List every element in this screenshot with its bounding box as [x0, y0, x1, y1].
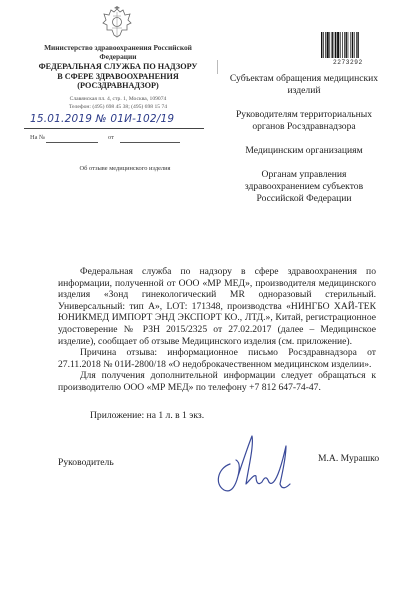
- body-paragraph: Федеральная служба по надзору в сфере здравоохранения по информации, полученной от ООО «МР МЕД», производителя медицинского изделия «Зонд гинекологический MR одноразовый стерильный. Универсальный: тип А», LOT: 171348, производства «НИНГБО ХАЙ-ТЕК ЮНИКМЕД ИМПОРТ ЭНД ЭКСПОРТ КО., ЛТД.», Китай, регистрационное удостоверение № РЗН 2015/2325 от 27.02.2017 (далее – Медицинское изделие), сообщает об отзыве Медицинского изделия (см. приложение).: [58, 266, 376, 347]
- recipient: Медицинским организациям: [245, 145, 363, 156]
- phone-line: Телефон: (495) 698 45 38; (495) 698 15 74: [68, 104, 168, 110]
- reference-line: [30, 133, 200, 145]
- recipient: Органам управления здравоохранением субъектов Российской Федерации: [244, 169, 364, 204]
- registration-number: 15.01.2019 № 01И-102/19: [30, 113, 175, 125]
- coat-of-arms-icon: [101, 6, 133, 40]
- handwritten-signature: [196, 424, 292, 502]
- agency-line: В СФЕРЕ ЗДРАВООХРАНЕНИЯ: [57, 71, 179, 81]
- recipient: Субъектам обращения медицинских изделий: [229, 73, 379, 96]
- ot-label: от: [108, 134, 114, 141]
- barcode: [320, 32, 376, 58]
- signer-title: Руководитель: [58, 457, 114, 468]
- letter-subject: Об отзыве медицинского изделия: [79, 165, 171, 172]
- barcode-number: 2273292: [333, 59, 363, 66]
- agency-address: [26, 95, 210, 111]
- attachment-note: Приложение: на 1 л. в 1 экз.: [90, 410, 205, 421]
- recipient: Руководителям территориальных органов Росздравнадзора: [235, 109, 373, 132]
- recipients-block: [224, 73, 384, 217]
- na-label: На №: [30, 134, 46, 141]
- ministry-name: Министерство здравоохранения Российской Федерации: [44, 43, 192, 61]
- agency-name: [22, 62, 214, 91]
- registration-line: [24, 114, 204, 130]
- address-line: Славянская пл. 4, стр. 1, Москва, 109074: [69, 96, 167, 102]
- body-paragraph: Причина отзыва: информационное письмо Росздравнадзора от 27.11.2018 № 01И-2800/18 «О недоброкачественном медицинском изделии».: [58, 347, 376, 370]
- body-paragraph: Для получения дополнительной информации следует обращаться к производителю ООО «МР МЕД» по телефону +7 812 647-74-47.: [58, 370, 376, 393]
- agency-line: (РОСЗДРАВНАДЗОР): [77, 81, 159, 91]
- signer-name: М.А. Мурашко: [318, 453, 380, 464]
- letter-body: [58, 266, 376, 394]
- agency-line: ФЕДЕРАЛЬНАЯ СЛУЖБА ПО НАДЗОРУ: [38, 62, 198, 71]
- fold-mark: [217, 60, 218, 74]
